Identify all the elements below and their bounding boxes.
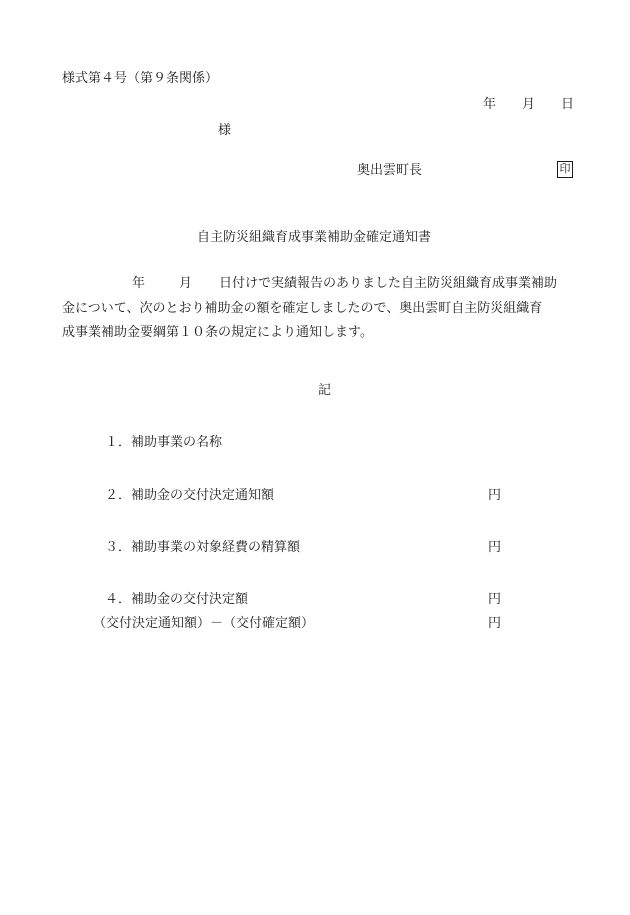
body-month-label: 月 [179, 276, 193, 291]
body-paragraph [62, 272, 592, 346]
body-line-2: 金について、次のとおり補助金の額を確定しましたので、奥出雲町自主防災組織育 [62, 300, 543, 316]
body-line-3: 成事業補助金要綱第１０条の規定により通知します。 [62, 325, 373, 340]
date-month-label: 月 [522, 97, 536, 112]
date-day-label: 日 [561, 97, 575, 112]
item-label: 補助金の交付決定額 [131, 592, 249, 607]
item-label: 補助事業の名称 [131, 435, 223, 450]
yen-unit: 円 [488, 488, 502, 503]
item-label: 補助金の交付決定通知額 [131, 488, 275, 503]
item-4-formula: （交付決定通知額）－（交付確定額） [93, 616, 315, 631]
list-item [105, 435, 222, 451]
form-number: 様式第４号（第９条関係） [62, 71, 219, 86]
list-item [105, 592, 248, 608]
item-number: １． [105, 435, 132, 450]
date-line [483, 97, 574, 113]
item-number: ２． [105, 488, 132, 503]
document-title: 自主防災組織育成事業補助金確定通知書 [197, 230, 432, 245]
body-year-label: 年 [132, 276, 146, 291]
issuer-name: 奥出雲町長 [357, 163, 423, 178]
yen-unit: 円 [488, 616, 502, 631]
body-line-1-rest: 日付けで実績報告のありました自主防災組織育成事業補助 [219, 276, 558, 291]
addressee-suffix: 様 [218, 123, 232, 138]
date-year-label: 年 [483, 97, 497, 112]
seal-mark: 印 [557, 161, 573, 178]
item-label: 補助事業の対象経費の精算額 [131, 540, 301, 555]
item-number: ４． [105, 592, 132, 607]
body-line-1 [62, 272, 592, 297]
list-item [105, 540, 300, 556]
yen-unit: 円 [488, 592, 502, 607]
item-number: ３． [105, 540, 132, 555]
list-item [105, 488, 274, 504]
yen-unit: 円 [488, 540, 502, 555]
ki-heading: 記 [318, 383, 332, 398]
